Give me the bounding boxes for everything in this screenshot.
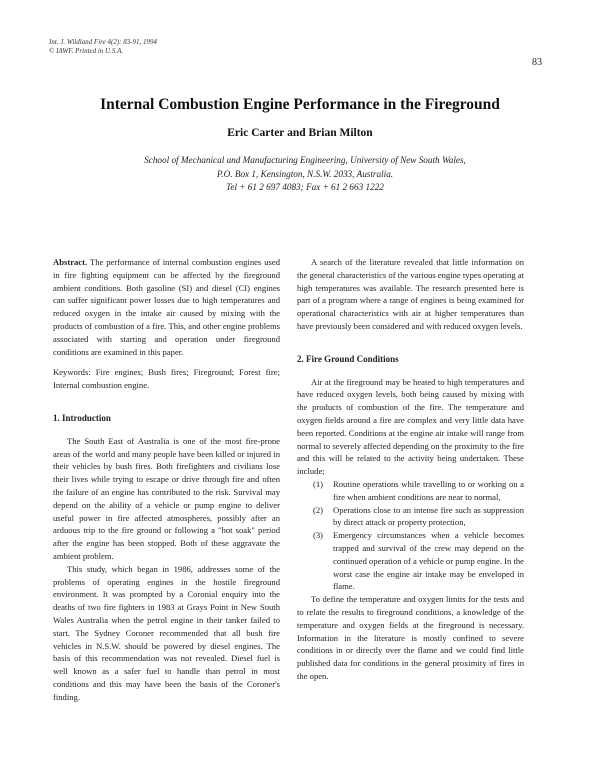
left-column bbox=[53, 256, 280, 704]
journal-line-1: Int. J. Wildland Fire 4(2): 83-91, 1994 bbox=[49, 38, 158, 46]
journal-line-2: © IAWF. Printed in U.S.A. bbox=[49, 47, 124, 55]
keywords-text: Fire engines; Bush fires; Fireground; Forest fire; Internal combustion engine. bbox=[53, 367, 280, 391]
list-item: (3) Emergency circumstances when a vehicle becomes trapped and survival of the crew may depend on the continued operation of a vehicle or pump engine. In the worst case the engine air intake may be enveloped in flame. bbox=[313, 530, 524, 592]
list-item: (2) Operations close to an intense fire such as suppression by direct attack or property protection, bbox=[313, 504, 524, 528]
affiliation-line-3: Tel + 61 2 697 4083; Fax + 61 2 663 1222 bbox=[226, 182, 384, 192]
keywords bbox=[53, 366, 280, 392]
affiliation bbox=[90, 154, 520, 195]
abstract-label: Abstract. bbox=[53, 257, 88, 267]
list-item: (1) Routine operations while travelling to or working on a fire when ambient conditions are near to normal, bbox=[313, 478, 524, 502]
affiliation-line-1: School of Mechanical and Manufacturing Engineering, University of New South Wales, bbox=[144, 155, 466, 165]
section-heading-fireground: 2. Fire Ground Conditions bbox=[297, 353, 399, 364]
keywords-label: Keywords: bbox=[53, 367, 91, 378]
section-heading-introduction: 1. Introduction bbox=[53, 412, 111, 423]
introduction-paragraph-2: This study, which began in 1986, addresses some of the problems of operating engines in the hostile fireground environment. It was prompted by a Coronial enquiry into the deaths of two fire fighters in 1983 at Grays Point in New South Wales Australia when the petrol engine in their tanker failed to start. The Sydney Coroner recommended that all bush fire vehicles in N.S.W. should be powered by diesel engines. The basis of this recommendation was not revealed. Diesel fuel is well known as a safer fuel to handle than petrol in most conditions and this may have been the basis of the Coroner's finding. bbox=[53, 563, 280, 702]
journal-citation bbox=[49, 38, 157, 56]
literature-paragraph: A search of the literature revealed that little information on the general characteristics of the various engine types operating at high temperatures was available. The research presented here is part of a program where a range of engines is being examined for operational characteristics with air at higher temperatures than have previously been considered and with reduced oxygen levels. bbox=[297, 257, 524, 331]
fireground-paragraph-1: Air at the fireground may be heated to high temperatures and have reduced oxygen levels, both being caused by mixing with the products of combustion of the fire. The temperature and oxygen fields around a fire are complex and very little data have been reported. Conditions at the engine air intake will range from normal to severely affected depending on the proximity to the fire and this will be related to the activity being undertaken. These include; bbox=[297, 376, 524, 477]
right-column bbox=[297, 256, 524, 683]
paper-authors: Eric Carter and Brian Milton bbox=[227, 127, 373, 139]
affiliation-line-2: P.O. Box 1, Kensington, N.S.W. 2033, Australia. bbox=[216, 168, 394, 179]
paper-title: Internal Combustion Engine Performance in the Fireground bbox=[100, 96, 500, 113]
page-number: 83 bbox=[532, 57, 542, 68]
introduction-paragraph-1: The South East of Australia is one of the most fire-prone areas of the world and many people have been killed or injured in their vehicles by bush fires. Both firefighters and civilians lose their lives while trying to escape or drive through fire and often the failure of an engine has contributed to the risk. Survival may depend on the ability of a vehicle or pump engine to deliver useful power in fire affected atmospheres, possibly after an arduous trip to the fire ground or following a "hot soak" period after the engine has been stopped. Both of these aggravate the ambient problem. bbox=[53, 435, 280, 561]
abstract-text: The performance of internal combustion engines used in fire fighting equipment can be affected by the fireground ambient conditions. Both gasoline (SI) and diesel (CI) engines can suffer significant power losses due to high temperatures and reduced oxygen in the intake air caused by mixing with the products of combustion of a fire. This, and other engine problems associated with starting and operation under fireground conditions are examined in this paper. bbox=[53, 257, 280, 357]
fireground-paragraph-2: To define the temperature and oxygen limits for the tests and to relate the results to fireground conditions, a knowledge of the temperature and oxygen fields at the fireground is necessary. Information in the literature is mostly confined to severe conditions in or directly over the flame and we could find little published data for conditions in the general proximity of fires in the open. bbox=[297, 594, 524, 681]
conditions-list bbox=[297, 478, 524, 593]
abstract bbox=[53, 256, 280, 358]
